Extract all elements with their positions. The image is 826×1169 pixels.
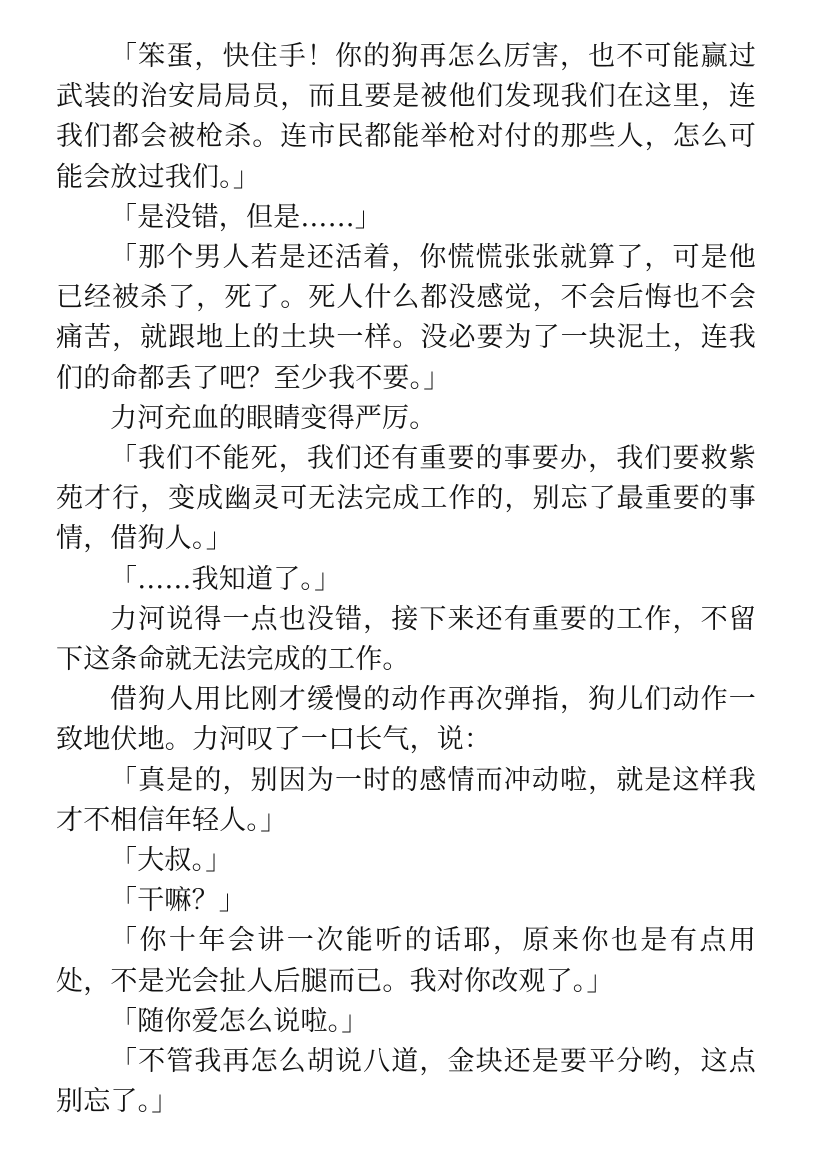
paragraph: 「那个男人若是还活着，你慌慌张张就算了，可是他已经被杀了，死了。死人什么都没感觉，不会后悔也不会痛苦，就跟地上的土块一样。没必要为了一块泥土，连我们的命都丢了吧？至少我不要。」 (56, 242, 756, 394)
paragraph: 「干嘛？」 (110, 885, 246, 917)
paragraph: 「……我知道了。」 (110, 563, 342, 595)
paragraph: 「笨蛋，快住手！你的狗再怎么厉害，也不可能赢过武装的治安局局员，而且要是被他们发现我们在这里，连我们都会被枪杀。连市民都能举枪对付的那些人，怎么可能会放过我们。」 (56, 41, 756, 193)
paragraph: 力河说得一点也没错，接下来还有重要的工作，不留下这条命就无法完成的工作。 (56, 603, 756, 676)
paragraph: 「随你爱怎么说啦。」 (110, 1005, 369, 1037)
paragraph: 「不管我再怎么胡说八道，金块还是要平分哟，这点别忘了。」 (56, 1046, 756, 1118)
paragraph: 借狗人用比刚才缓慢的动作再次弹指，狗儿们动作一致地伏地。力河叹了一口长气，说： (56, 684, 756, 756)
paragraph: 力河充血的眼睛变得严厉。 (110, 402, 437, 434)
paragraph: 「是没错，但是……」 (110, 201, 382, 233)
paragraph: 「我们不能死，我们还有重要的事要办，我们要救紫苑才行，变成幽灵可无法完成工作的，别忘了最重要的事情，借狗人。」 (56, 443, 756, 555)
body-text (56, 37, 756, 1122)
paragraph: 「大叔。」 (110, 845, 233, 877)
paragraph: 「你十年会讲一次能听的话耶，原来你也是有点用处，不是光会扯人后腿而已。我对你改观了。」 (56, 925, 756, 997)
paragraph: 「真是的，别因为一时的感情而冲动啦，就是这样我才不相信年轻人。」 (56, 764, 756, 836)
